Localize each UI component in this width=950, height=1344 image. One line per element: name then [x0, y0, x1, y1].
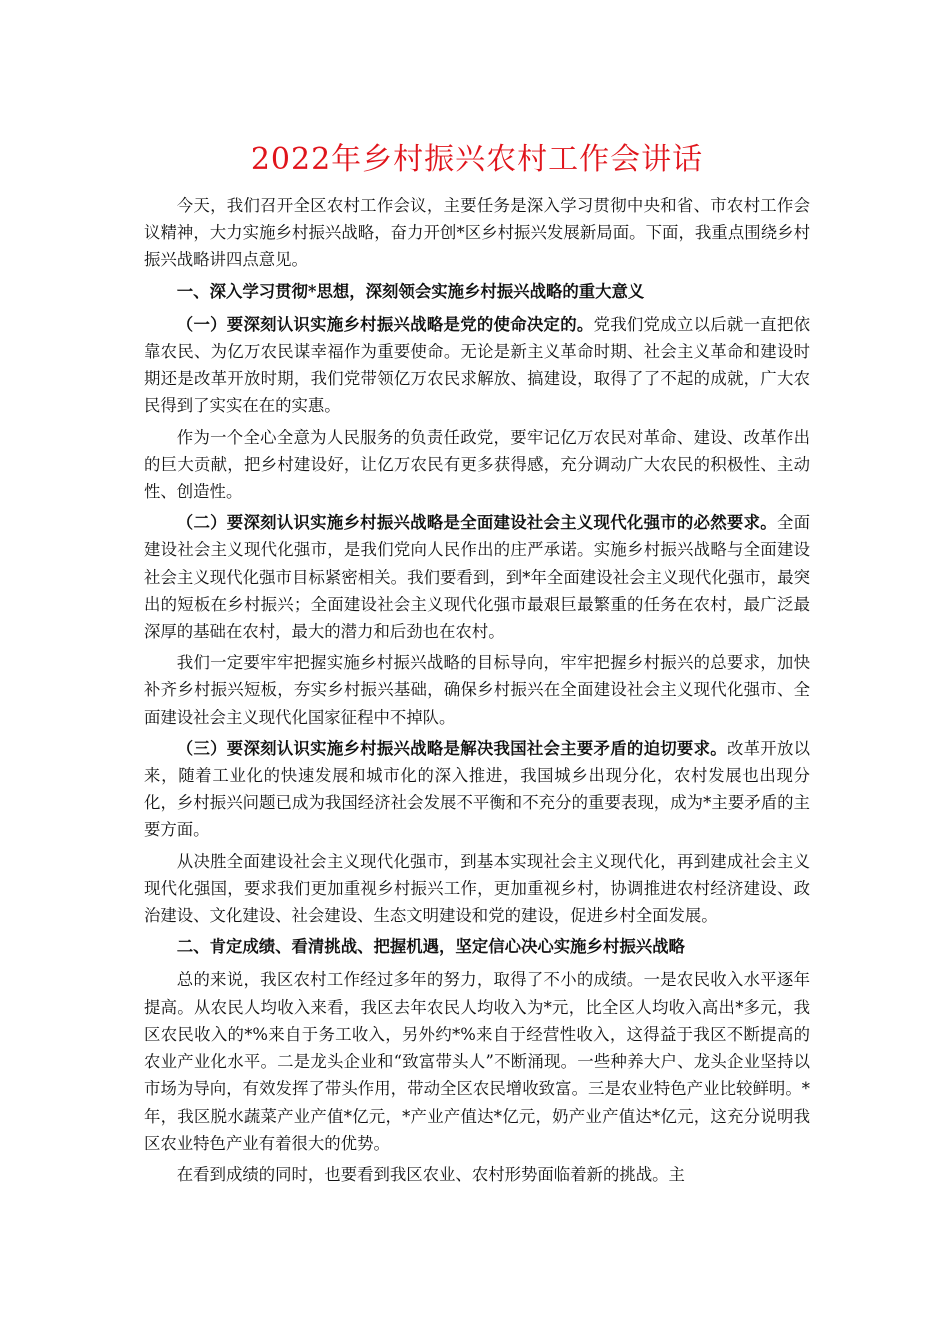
section-1-paragraph-5	[144, 735, 810, 844]
document-title: 2022年乡村振兴农村工作会讲话	[250, 142, 704, 177]
section-1-paragraph-6: 从决胜全面建设社会主义现代化强市，到基本实现社会主义现代化，再到建成社会主义现代化强国，要求我们更加重视乡村振兴工作，更加重视乡村，协调推进农村经济建设、政治建设、文化建设、社会建设、生态文明建设和党的建设，促进乡村全面发展。	[144, 851, 810, 926]
section-1-paragraph-3	[144, 509, 810, 645]
paragraph-lead: （三）要深刻认识实施乡村振兴战略是解决我国社会主要矛盾的迫切要求。	[176, 738, 727, 758]
intro-paragraph: 今天，我们召开全区农村工作会议，主要任务是深入学习贯彻中央和省、市农村工作会议精神，大力实施乡村振兴战略，奋力开创*区乡村振兴发展新局面。下面，我重点围绕乡村振兴战略讲四点意见。	[144, 196, 810, 270]
paragraph-text: 改革开放以来，随着工业化的快速发展和城市化的深入推进，我国城乡出现分化，农村发展也出现分化，乡村振兴问题已成为我国经济社会发展不平衡和不充分的重要表现，成为*主要矛盾的主要方面。	[144, 738, 811, 840]
paragraph-text: 全面建设社会主义现代化强市，是我们党向人民作出的庄严承诺。实施乡村振兴战略与全面建设社会主义现代化强市目标紧密相关。我们要看到，到*年全面建设社会主义现代化强市，最突出的短板在乡村振兴；全面建设社会主义现代化强市最艰巨最繁重的任务在农村，最广泛最深厚的基础在农村，最大的潜力和后劲也在农村。	[144, 513, 810, 642]
paragraph-lead: （一）要深刻认识实施乡村振兴战略是党的使命决定的。	[176, 314, 594, 334]
section-2-paragraph-1: 总的来说，我区农村工作经过多年的努力，取得了不小的成绩。一是农民收入水平逐年提高。从农民人均收入来看，我区去年农民人均收入为*元，比全区人均收入高出*多元，我区农民收入的*%来自于务工收入，另外约*%来自于经营性收入，这得益于我区不断提高的农业产业化水平。二是龙头企业和“致富带头人”不断涌现。一些种养大户、龙头企业坚持以市场为导向，有效发挥了带头作用，带动全区农民增收致富。三是农业特色产业比较鲜明。*年，我区脱水蔬菜产业产值*亿元，*产业产值达*亿元，奶产业产值达*亿元，这充分说明我区农业特色产业有着很大的优势。	[144, 970, 810, 1153]
document-page	[144, 138, 810, 1192]
section-2-paragraph-2: 在看到成绩的同时，也要看到我区农业、农村形势面临着新的挑战。主	[176, 1164, 685, 1184]
section-1-paragraph-4: 我们一定要牢牢把握实施乡村振兴战略的目标导向，牢牢把握乡村振兴的总要求，加快补齐乡村振兴短板，夯实乡村振兴基础，确保乡村振兴在全面建设社会主义现代化强市、全面建设社会主义现代化国家征程中不掉队。	[144, 653, 810, 727]
section-1-paragraph-2: 作为一个全心全意为人民服务的负责任政党，要牢记亿万农民对革命、建设、改革作出的巨大贡献，把乡村建设好，让亿万农民有更多获得感，充分调动广大农民的积极性、主动性、创造性。	[144, 427, 810, 502]
section-2-heading: 二、肯定成绩、看清挑战、把握机遇，坚定信心决心实施乡村振兴战略	[176, 937, 685, 957]
paragraph-lead: （二）要深刻认识实施乡村振兴战略是全面建设社会主义现代化强市的必然要求。	[176, 513, 777, 533]
paragraph-text: 党我们党成立以后就一直把依靠农民、为亿万农民谋幸福作为重要使命。无论是新主义革命时期、社会主义革命和建设时期还是改革开放时期，我们党带领亿万农民求解放、搞建设，取得了了不起的成就，广大农民得到了实实在在的实惠。	[144, 314, 810, 416]
section-1-paragraph-1	[144, 311, 810, 420]
section-1-heading: 一、深入学习贯彻*思想，深刻领会实施乡村振兴战略的重大意义	[176, 281, 645, 301]
